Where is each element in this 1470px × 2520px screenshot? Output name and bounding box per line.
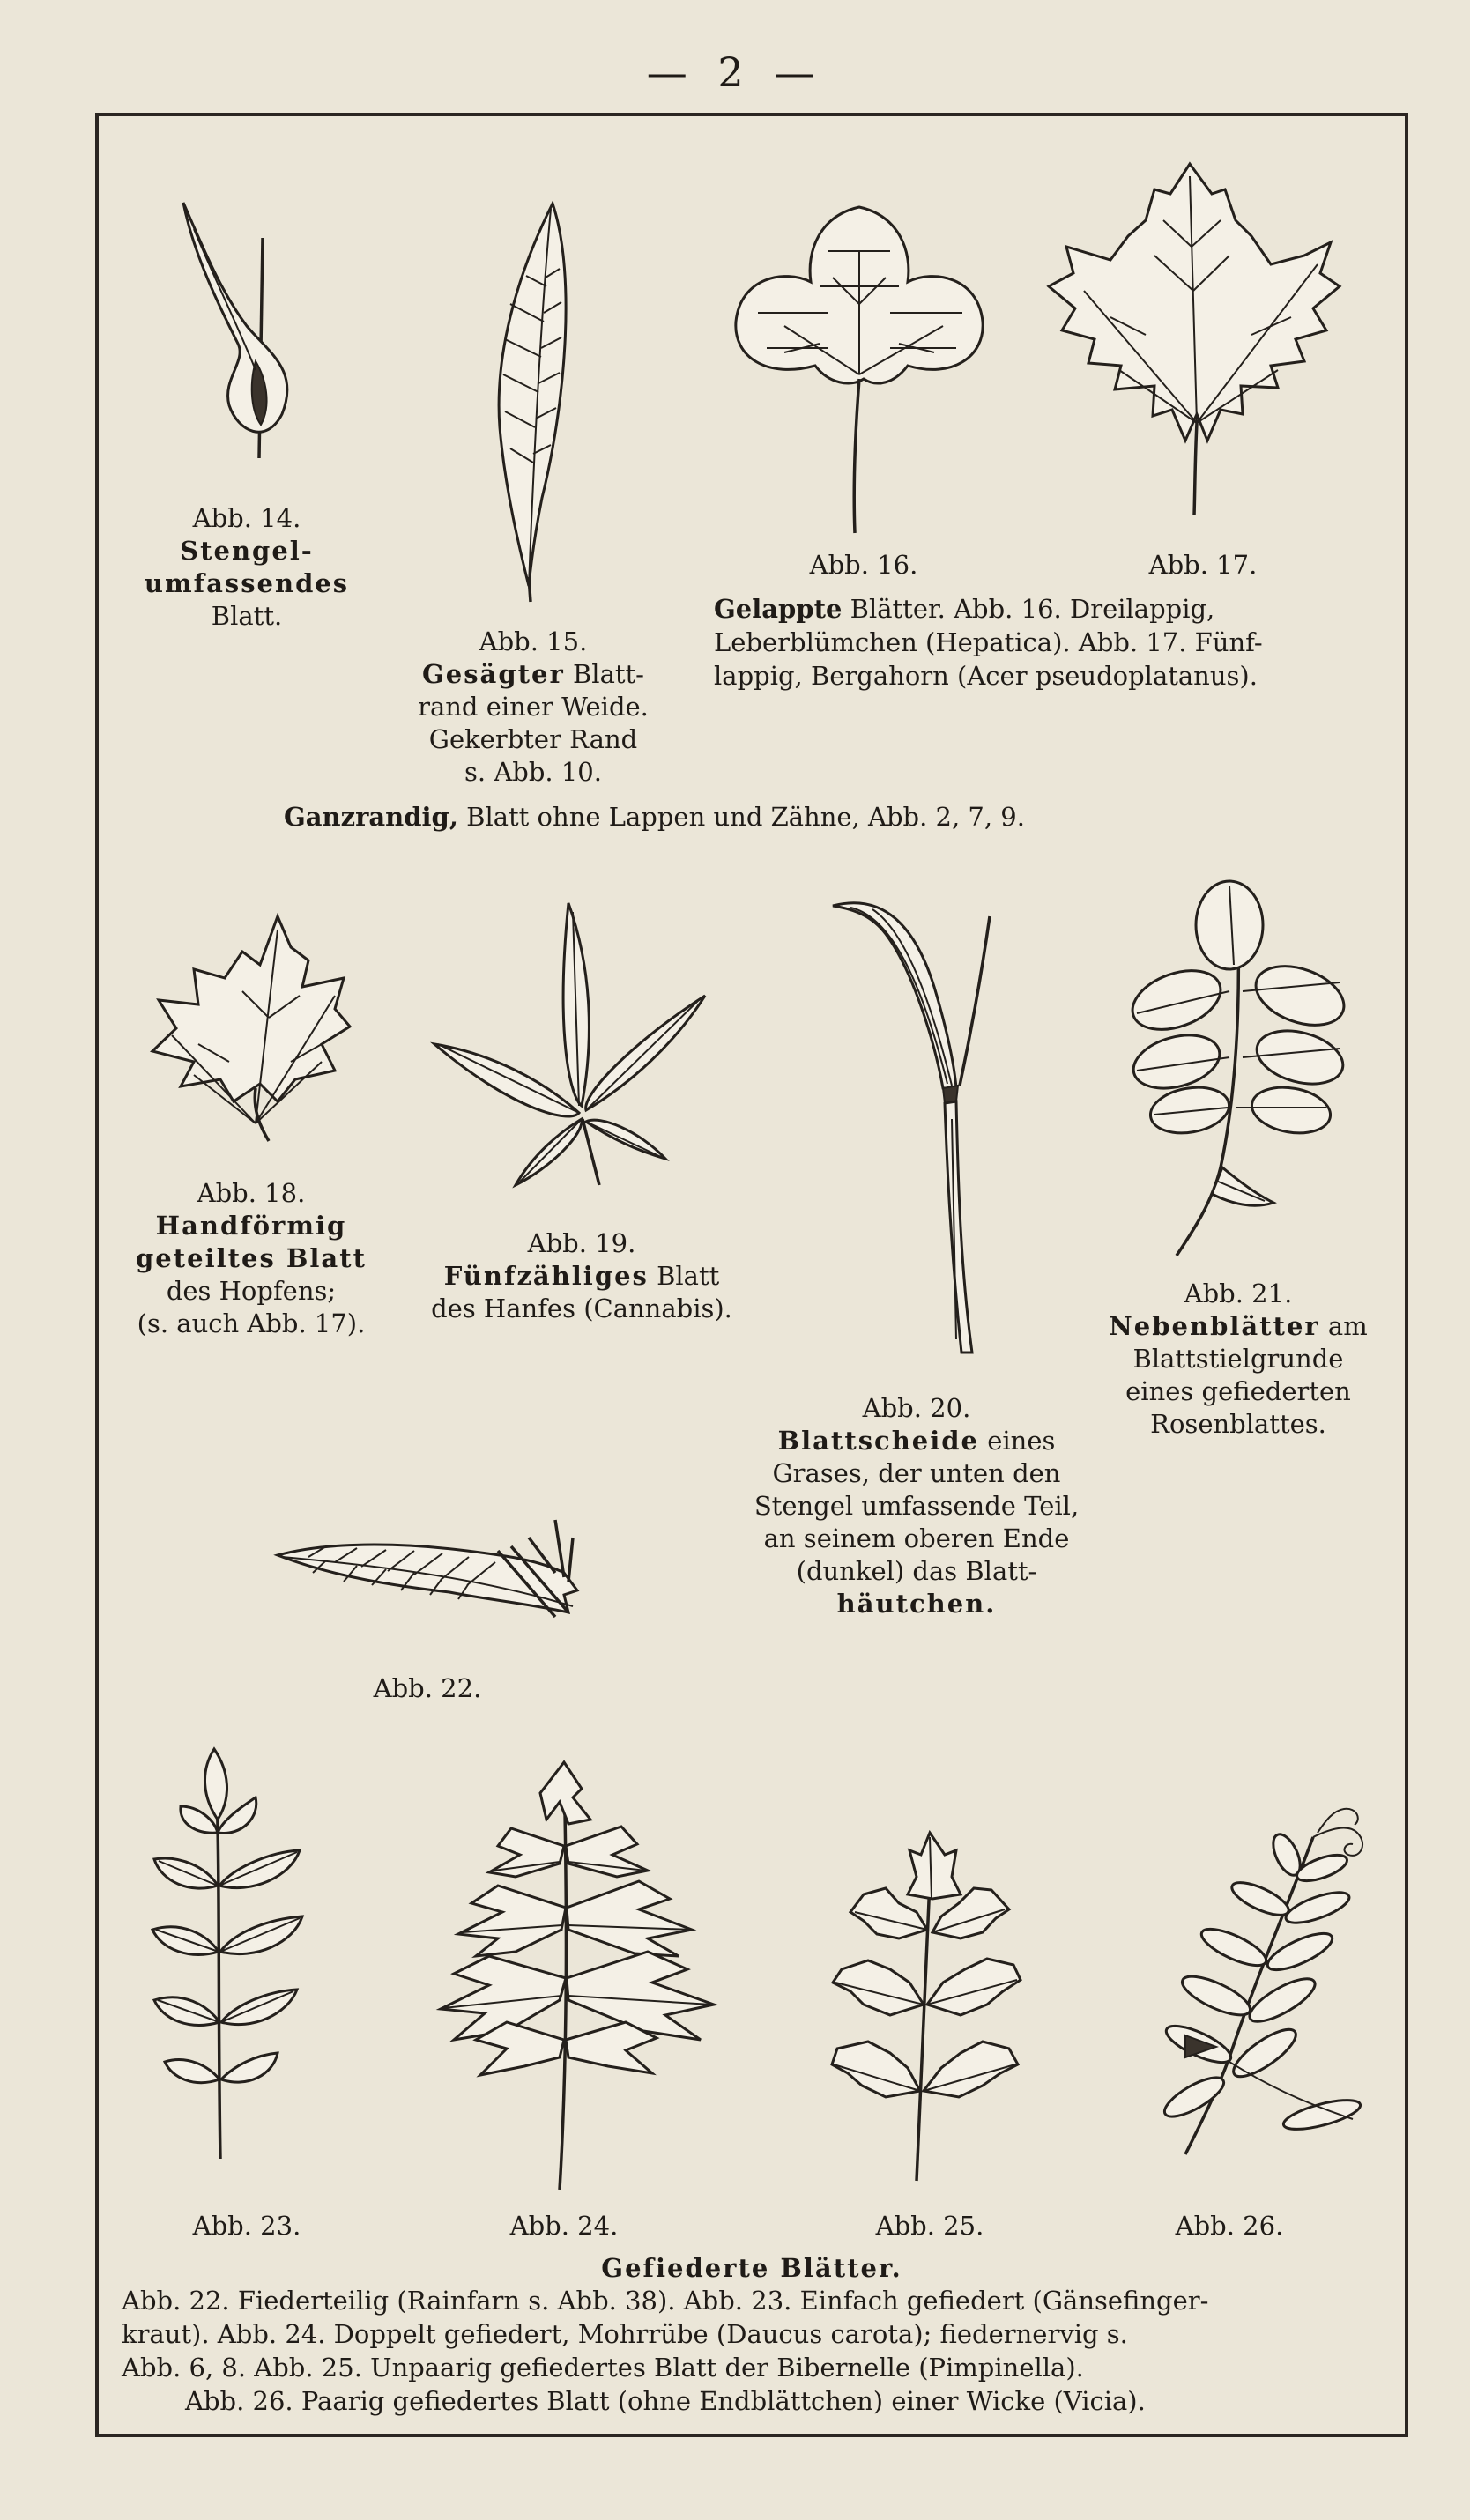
figure-16-label: Abb. 16. [809, 550, 918, 580]
pinnate-leaves-title [95, 2252, 1408, 2285]
figure-20-text-4: an seinem oberen Ende [763, 1523, 1070, 1553]
lobed-leaves-text-3: lappig, Bergahorn (Acer pseudoplatanus). [714, 661, 1258, 691]
figure-14-term-2: umfassendes [144, 568, 350, 598]
figure-20-term: Blattscheide [777, 1426, 979, 1456]
figure-22-label: Abb. 22. [373, 1673, 482, 1703]
figure-14-label: Abb. 14. [192, 503, 301, 533]
pinnate-leaves-text-4: Abb. 26. Paarig gefiedertes Blatt (ohne Endblättchen) einer Wicke (Vicia). [185, 2386, 1146, 2416]
figure-21-text-1: am [1319, 1311, 1368, 1341]
figure-14-term-1: Stengel- [180, 536, 314, 566]
lobed-leaves-term: Gelappte [714, 594, 843, 624]
figure-18-label: Abb. 18. [197, 1178, 306, 1208]
figure-24-label: Abb. 24. [509, 2211, 619, 2241]
entire-margin-text: Blatt ohne Lappen und Zähne, Abb. 2, 7, 9. [457, 802, 1025, 832]
figure-18-illustration [145, 912, 357, 1145]
pinnate-leaves-text-1: Abb. 22. Fiederteilig (Rainfarn s. Abb. 38). Abb. 23. Einfach gefiedert (Gänsefinger- [122, 2286, 1209, 2316]
figure-25-label: Abb. 25. [875, 2211, 984, 2241]
figure-24-illustration [427, 1758, 727, 2198]
figure-20-text-3: Stengel umfassende Teil, [754, 1491, 1080, 1521]
figure-19-caption [405, 1227, 758, 1325]
lobed-leaves-text-2: Leberblümchen (Hepatica). Abb. 17. Fünf- [714, 627, 1263, 657]
figure-26-illustration [1132, 1802, 1384, 2172]
figure-23-label: Abb. 23. [192, 2211, 301, 2241]
page-number: — 2 — [646, 48, 824, 96]
figure-19-illustration [427, 894, 709, 1198]
figure-17-illustration [1040, 159, 1357, 520]
figure-21-caption [1102, 1278, 1375, 1441]
figure-21-text-2: Blattstielgrunde [1132, 1344, 1344, 1374]
figure-21-text-4: Rosenblattes. [1150, 1409, 1326, 1439]
figure-21-label: Abb. 21. [1184, 1279, 1293, 1308]
entire-margin-term: Ganzrandig, [284, 802, 458, 832]
pinnate-leaves-text-2: kraut). Abb. 24. Doppelt gefiedert, Mohrrübe (Daucus carota); fiedernervig s. [122, 2319, 1128, 2349]
figure-21-text-3: eines gefiederten [1125, 1376, 1351, 1406]
entire-margin-description [284, 800, 1025, 834]
figure-22-illustration [273, 1511, 586, 1630]
figure-17-label: Abb. 17. [1148, 550, 1258, 580]
figure-21-illustration [1124, 877, 1353, 1264]
figure-15-text-3: Gekerbter Rand [428, 724, 638, 754]
figure-19-text-2: des Hanfes (Cannabis). [431, 1293, 732, 1323]
figure-18-term-2: geteiltes Blatt [136, 1243, 367, 1273]
lobed-leaves-description [714, 592, 1263, 693]
figure-15-caption [388, 626, 679, 789]
figure-19-label: Abb. 19. [527, 1228, 636, 1258]
figure-23-illustration [145, 1745, 313, 2168]
figure-18-text-3: des Hopfens; [166, 1276, 337, 1306]
figure-18-text-4: (s. auch Abb. 17). [137, 1308, 366, 1338]
figure-19-term: Fünfzähliges [443, 1261, 649, 1291]
figure-19-text-1: Blatt [648, 1261, 720, 1291]
figure-18-term-1: Handförmig [155, 1211, 347, 1241]
figure-15-text-2: rand einer Weide. [418, 692, 649, 722]
figure-18-caption [123, 1177, 379, 1340]
figure-25-illustration [828, 1828, 1022, 2190]
pinnate-leaves-term: Gefiederte Blätter. [601, 2253, 902, 2283]
figure-20-text-1: eines [978, 1426, 1056, 1456]
figure-20-text-5: (dunkel) das Blatt- [796, 1556, 1037, 1586]
figure-20-term-2: häutchen. [836, 1589, 997, 1619]
figure-15-label: Abb. 15. [479, 626, 588, 656]
figure-20-label: Abb. 20. [862, 1393, 971, 1423]
pinnate-leaves-description [122, 2284, 1208, 2418]
figure-14-caption [132, 502, 361, 633]
figure-20-caption [731, 1392, 1102, 1620]
figure-15-text-4: s. Abb. 10. [464, 757, 602, 787]
figure-14-illustration [167, 194, 317, 476]
figure-16-illustration [731, 198, 987, 542]
figure-20-text-2: Grases, der unten den [772, 1458, 1061, 1488]
figure-14-text: Blatt. [211, 601, 283, 631]
figure-15-term: Gesägter [422, 659, 565, 689]
figure-21-term: Nebenblätter [1109, 1311, 1320, 1341]
figure-20-illustration [824, 890, 1009, 1366]
figure-15-illustration [480, 198, 577, 604]
pinnate-leaves-text-3: Abb. 6, 8. Abb. 25. Unpaarig gefiedertes Blatt der Bibernelle (Pimpinella). [122, 2353, 1084, 2383]
lobed-leaves-text-1: Blätter. Abb. 16. Dreilappig, [842, 594, 1215, 624]
figure-26-label: Abb. 26. [1175, 2211, 1284, 2241]
figure-15-text-1: Blatt- [564, 659, 644, 689]
